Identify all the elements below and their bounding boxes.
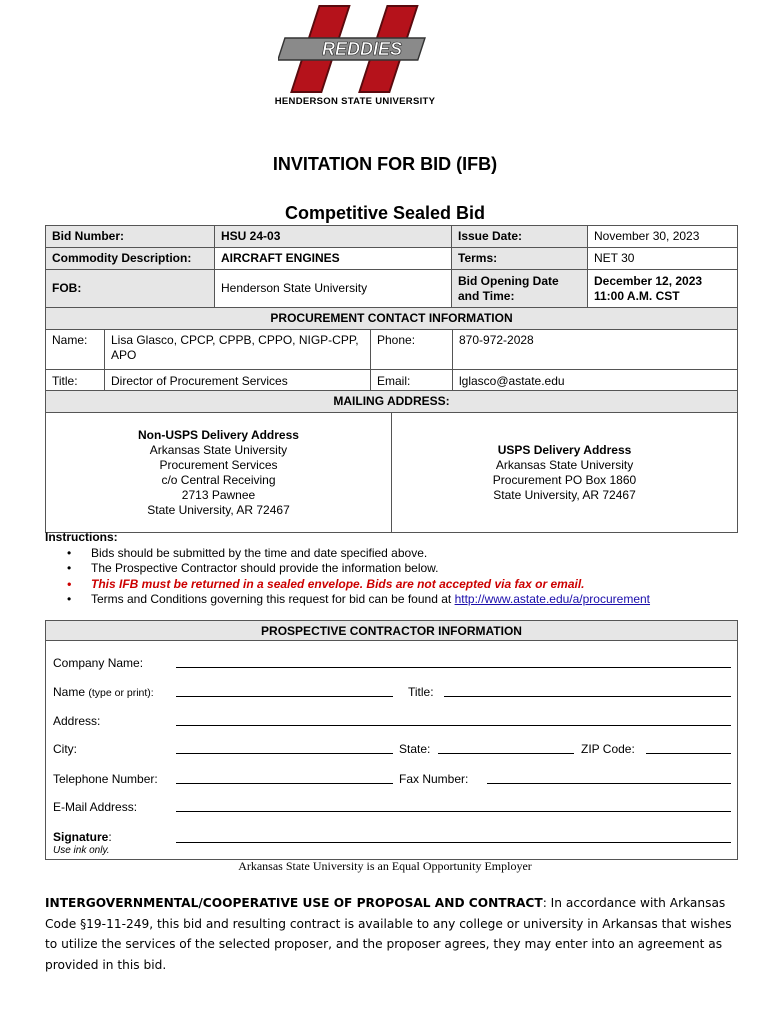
instruction-text: Terms and Conditions governing this request for bid can be found at [91, 592, 455, 606]
commodity-value: AIRCRAFT ENGINES [215, 248, 452, 270]
contact-header: PROCUREMENT CONTACT INFORMATION [46, 308, 738, 330]
signature-label [53, 830, 112, 844]
procurement-link[interactable]: http://www.astate.edu/a/procurement [454, 592, 651, 606]
email-label: E-Mail Address: [53, 800, 138, 814]
signature-field[interactable] [176, 842, 731, 843]
signature-colon: : [108, 830, 112, 844]
contact-name: Lisa Glasco, CPCP, CPPB, CPPO, NIGP-CPP, APO [105, 330, 371, 370]
contact-phone-label: Phone: [371, 330, 453, 370]
address-label: Address: [53, 714, 101, 728]
mailing-header: MAILING ADDRESS: [46, 391, 738, 413]
cooperative-use-text: : In accordance with Arkansas Code §19-11-249, this bid and resulting contract is available to any college or university in Arkansas that wishes to utilize the services of the selected proposer, and the proposer agrees, they may enter into an agreement as provided in this bid. [45, 896, 732, 972]
company-name-label: Company Name: [53, 656, 144, 670]
reddies-logo [278, 4, 434, 104]
instructions [45, 530, 745, 608]
contact-email-label: Email: [371, 370, 453, 393]
title-field[interactable] [444, 696, 731, 697]
instruction-item: • Bids should be submitted by the time and date specified above. [67, 546, 745, 562]
bid-info-table [45, 225, 738, 308]
document-subtitle: Competitive Sealed Bid [284, 203, 486, 223]
non-usps-heading: Non-USPS Delivery Address [138, 427, 299, 442]
non-usps-address [46, 413, 392, 533]
logo-wordmark: REDDIES [321, 39, 403, 59]
name-label [53, 685, 154, 699]
bid-opening-label: Bid Opening Date and Time: [452, 270, 588, 308]
state-field[interactable] [438, 753, 574, 754]
zip-field[interactable] [646, 753, 731, 754]
telephone-field[interactable] [176, 783, 393, 784]
city-label: City: [53, 742, 77, 756]
cooperative-use-heading: INTERGOVERNMENTAL/COOPERATIVE USE OF PROPOSAL AND CONTRACT [45, 896, 543, 910]
company-name-field[interactable] [176, 667, 731, 668]
procurement-contact-table [45, 307, 738, 393]
issue-date-value: November 30, 2023 [588, 226, 738, 248]
terms-label: Terms: [452, 248, 588, 270]
state-label: State: [399, 742, 431, 756]
contractor-header: PROSPECTIVE CONTRACTOR INFORMATION [46, 621, 737, 641]
address-field[interactable] [176, 725, 731, 726]
fax-label: Fax Number: [399, 772, 469, 786]
non-usps-line: Procurement Services [159, 457, 278, 472]
bid-number-value: HSU 24-03 [215, 226, 452, 248]
bid-opening-time: 11:00 A.M. CST [594, 288, 680, 303]
usps-address [392, 413, 738, 533]
bid-opening-date: December 12, 2023 [594, 273, 703, 288]
university-name: HENDERSON STATE UNIVERSITY [274, 96, 436, 107]
non-usps-line: 2713 Pawnee [181, 487, 256, 502]
usps-line: Procurement PO Box 1860 [492, 472, 637, 487]
usps-line: Arkansas State University [495, 457, 634, 472]
signature-label-text: Signature [53, 830, 109, 844]
terms-value: NET 30 [588, 248, 738, 270]
contact-title: Director of Procurement Services [105, 370, 371, 393]
bid-opening-value [588, 270, 738, 308]
instruction-item-warning: • This IFB must be returned in a sealed envelope. Bids are not accepted via fax or email. [67, 577, 745, 593]
instruction-item [67, 592, 745, 608]
commodity-label: Commodity Description: [46, 248, 215, 270]
name-field[interactable] [176, 696, 393, 697]
city-field[interactable] [176, 753, 393, 754]
cooperative-use-paragraph [45, 893, 735, 975]
non-usps-line: State University, AR 72467 [147, 502, 290, 517]
equal-opportunity-statement: Arkansas State University is an Equal Opportunity Employer [238, 859, 532, 873]
fax-field[interactable] [487, 783, 731, 784]
usps-heading: USPS Delivery Address [497, 442, 632, 457]
contractor-info-box [45, 620, 738, 860]
issue-date-label: Issue Date: [452, 226, 588, 248]
contact-phone: 870-972-2028 [453, 330, 738, 370]
ink-note: Use ink only. [53, 845, 110, 856]
instructions-list [67, 546, 745, 608]
telephone-label: Telephone Number: [53, 772, 158, 786]
instructions-heading: Instructions: [45, 530, 118, 544]
email-field[interactable] [176, 811, 731, 812]
non-usps-line: c/o Central Receiving [161, 472, 276, 487]
name-label-text: Name [53, 685, 86, 699]
mailing-address-table [45, 390, 738, 533]
title-label: Title: [408, 685, 434, 699]
instruction-item: • The Prospective Contractor should provide the information below. [67, 561, 745, 577]
contact-email: lglasco@astate.edu [453, 370, 738, 393]
usps-line: State University, AR 72467 [493, 487, 636, 502]
document-title: INVITATION FOR BID (IFB) [272, 154, 498, 174]
name-hint: (type or print): [88, 687, 154, 699]
bid-number-label: Bid Number: [46, 226, 215, 248]
contact-title-label: Title: [46, 370, 105, 393]
fob-value: Henderson State University [215, 270, 452, 308]
fob-label: FOB: [46, 270, 215, 308]
zip-label: ZIP Code: [581, 742, 635, 756]
contact-name-label: Name: [46, 330, 105, 370]
non-usps-line: Arkansas State University [149, 442, 288, 457]
